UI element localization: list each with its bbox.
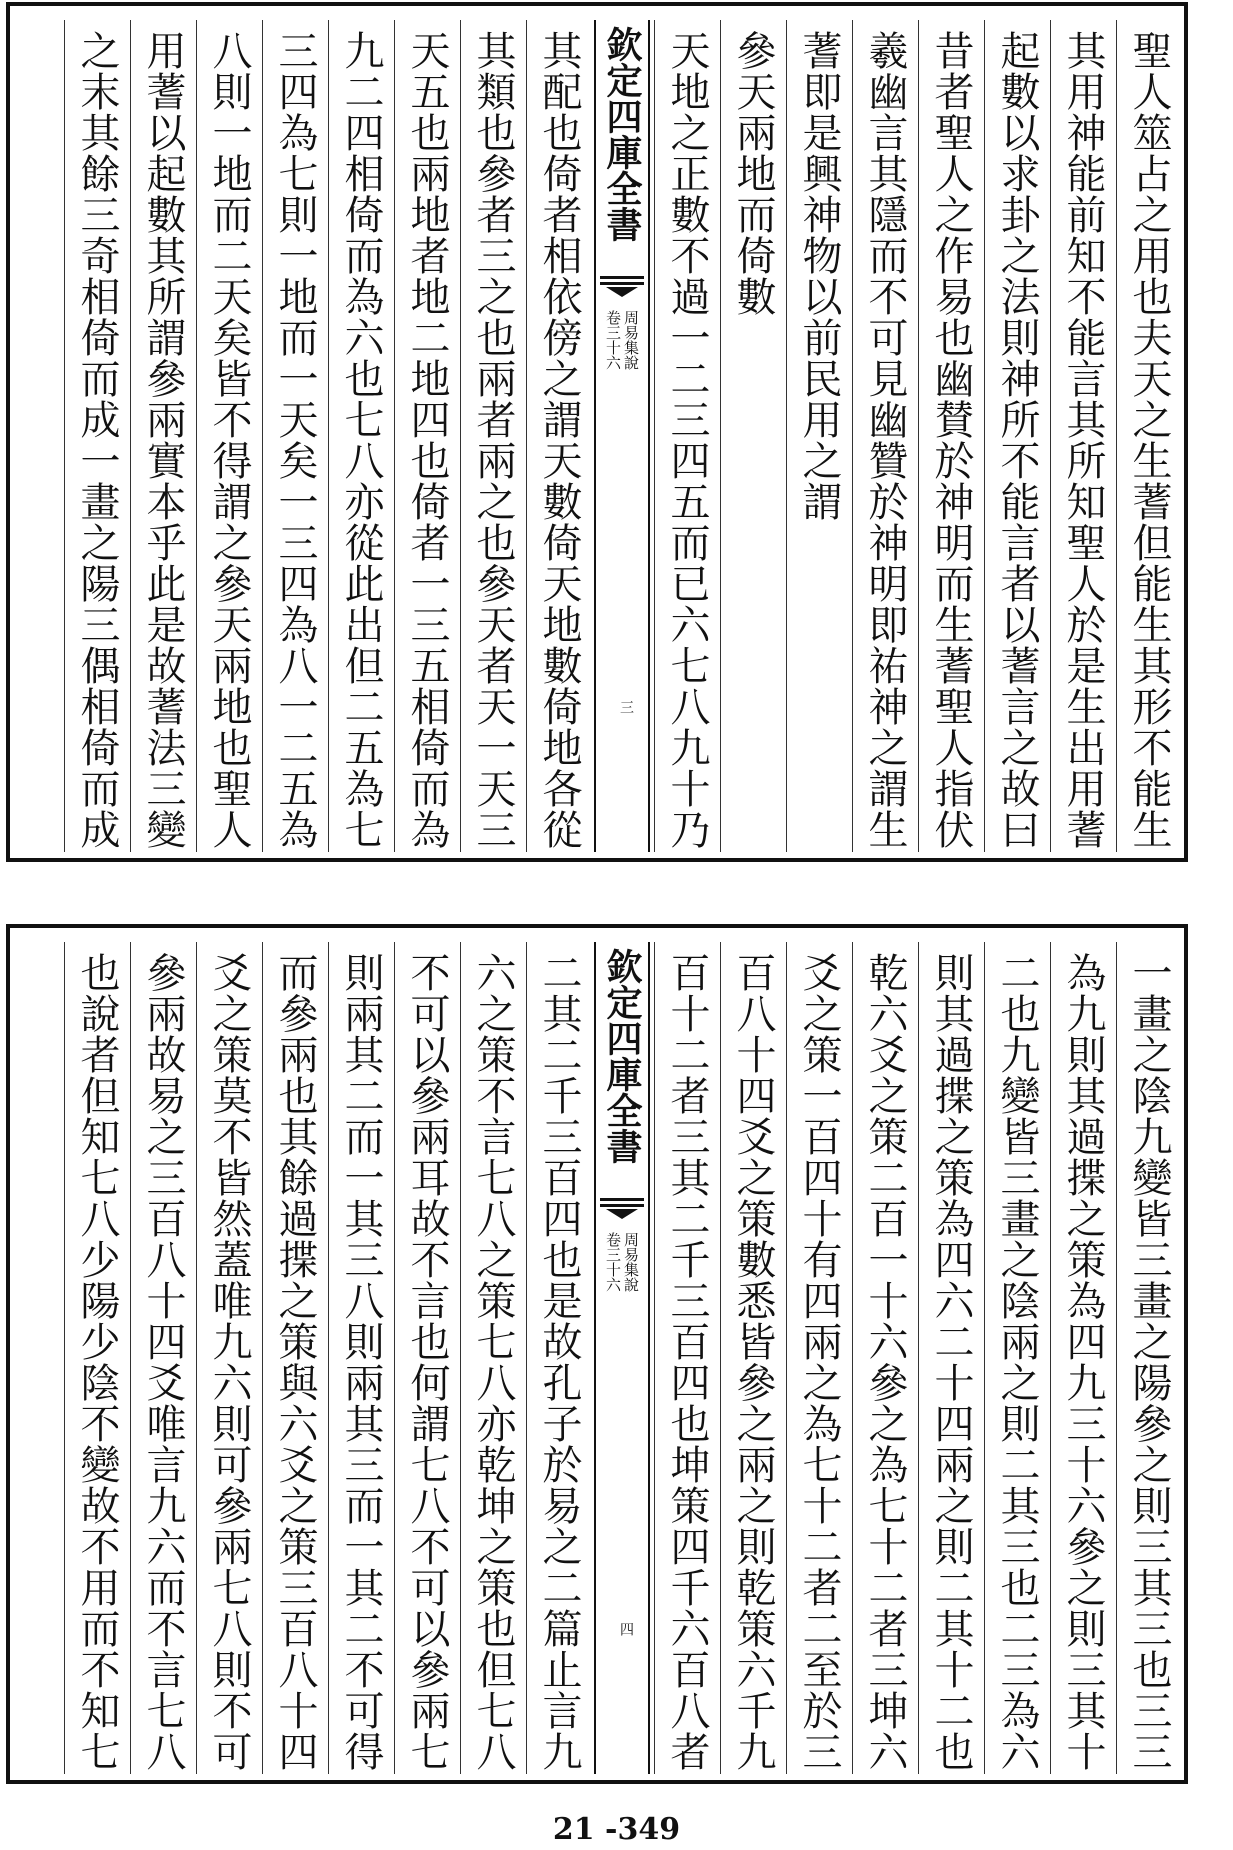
text-column: 也說者但知七八少陽少陰不變故不用而不知七 [64,942,128,1774]
folio-number: 三 [618,700,634,714]
text-column: 九二四相倚而為六也七八亦從此出但二五為七 [328,20,392,852]
text-column: 參兩故易之三百八十四爻唯言九六而不言七八 [130,942,194,1774]
text-column: 爻之策一百四十有四兩之為七十二者二至於三 [786,942,850,1774]
page-bottom [0,920,1233,1810]
text-column: 昔者聖人之作易也幽賛於神明而生蓍聖人指伏 [918,20,982,852]
page-number: 21 -349 [552,1812,681,1847]
folio-number: 四 [618,1622,634,1636]
text-column: 其用神能前知不能言其所知聖人於是生出用蓍 [1050,20,1114,852]
text-column: 為九則其過揲之策為四九三十六參之則三其十 [1050,942,1114,1774]
text-column: 其配也倚者相依傍之謂天數倚天地數倚地各從 [526,20,590,852]
text-column: 天地之正數不過一二三四五而已六七八九十乃 [654,20,718,852]
text-column: 參天兩地而倚數 [720,20,784,852]
text-column: 不可以參兩耳故不言也何謂七八不可以參兩七 [394,942,458,1774]
fishtail-ornament [600,1204,644,1221]
fishtail-ornament [600,282,644,299]
text-column: 其類也參者三之也兩者兩之也參天者天一天三 [460,20,524,852]
text-column: 六之策不言七八之策七八亦乾坤之策也但七八 [460,942,524,1774]
collection-title: 欽定四庫全書 [600,948,644,1201]
volume-label: 卷三十六 [604,310,622,370]
page-top [0,0,1233,872]
text-column: 起數以求卦之法則神所不能言者以蓍言之故曰 [984,20,1048,852]
text-column: 八則一地而二天矣皆不得謂之參天兩地也聖人 [196,20,260,852]
text-column: 用蓍以起數其所謂參兩實本乎此是故蓍法三變 [130,20,194,852]
text-column: 二也九變皆三畫之陰兩之則二其三也二三為六 [984,942,1048,1774]
text-column: 則兩其二而一其三八則兩其三而一其二不可得 [328,942,392,1774]
text-column: 百八十四爻之策數悉皆參之兩之則乾策六千九 [720,942,784,1774]
center-fold [594,942,650,1774]
page-frame [6,924,1188,1784]
text-column: 二其二千三百四也是故孔子於易之二篇止言九 [526,942,590,1774]
book-title: 周易集說 [622,310,640,370]
text-column: 而參兩也其餘過揲之策與六爻之策三百八十四 [262,942,326,1774]
text-column: 爻之策莫不皆然蓋唯九六則可參兩七八則不可 [196,942,260,1774]
volume-label: 卷三十六 [604,1232,622,1292]
book-title: 周易集說 [622,1232,640,1292]
center-fold [594,20,650,852]
collection-title: 欽定四庫全書 [600,26,644,279]
text-column: 百十二者三其二千三百四也坤策四千六百八者 [654,942,718,1774]
text-column: 天五也兩地者地二地四也倚者一三五相倚而為 [394,20,458,852]
text-column: 羲幽言其隱而不可見幽贊於神明即祐神之謂生 [852,20,916,852]
text-column: 之末其餘三奇相倚而成一畫之陽三偶相倚而成 [64,20,128,852]
text-column: 三四為七則一地而一天矣一三四為八一二五為 [262,20,326,852]
page-frame [6,2,1188,862]
text-column: 乾六爻之策二百一十六參之為七十二者三坤六 [852,942,916,1774]
text-column: 聖人筮占之用也夫天之生蓍但能生其形不能生 [1116,20,1180,852]
text-column: 則其過揲之策為四六二十四兩之則二其十二也 [918,942,982,1774]
text-column: 蓍即是興神物以前民用之謂 [786,20,850,852]
text-column: 一畫之陰九變皆三畫之陽參之則三其三也三三 [1116,942,1180,1774]
